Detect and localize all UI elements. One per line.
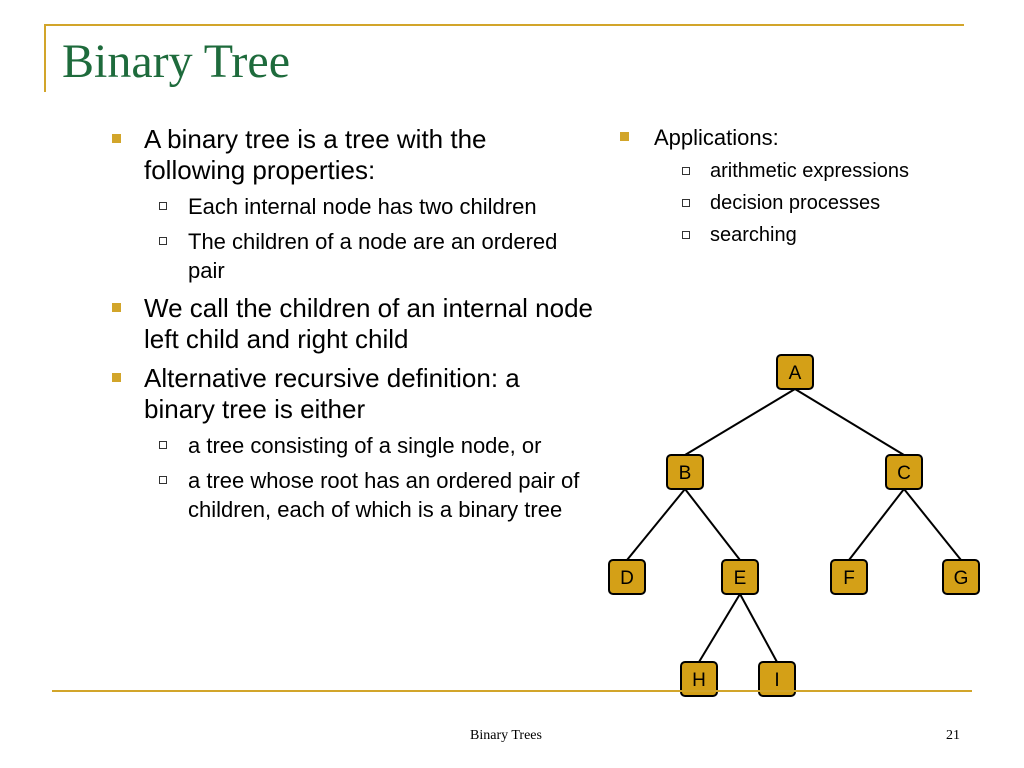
slide-title: Binary Tree [62,35,290,88]
footer-divider-line [52,690,972,692]
sub-bullet-text: The children of a node are an ordered pair [188,229,558,283]
sub-bullet-text: a tree whose root has an ordered pair of children, each of which is a binary tree [188,468,580,522]
bullet-text: Alternative recursive definition: a binary tree is either [144,363,520,424]
tree-node-label-b: B [678,463,692,484]
bullet-text: Applications: [654,125,779,150]
tree-edge-a-c [795,389,904,455]
tree-node-label-g: G [953,568,969,589]
tree-edge-a-b [685,389,795,455]
tree-node-label-e: E [733,568,747,589]
tree-node-label-i: I [774,670,780,691]
tree-edge-e-i [740,594,777,662]
tree-edge-c-f [849,489,904,560]
tree-node-label-d: D [620,568,634,589]
sub-bullet-text: a tree consisting of a single node, or [188,433,542,458]
sub-bullet-text: arithmetic expressions [710,160,909,182]
page-number: 21 [946,728,960,743]
tree-edge-e-h [699,594,740,662]
sub-bullet-text: searching [710,224,797,246]
tree-node-label-f: F [843,568,855,589]
tree-edge-b-e [685,489,740,560]
tree-node-label-a: A [788,363,802,384]
footer-title: Binary Trees [470,728,542,743]
sub-bullet-text: decision processes [710,192,881,214]
tree-edge-c-g [904,489,961,560]
bullet-text: We call the children of an internal node left child and right child [144,293,594,354]
tree-node-label-c: C [897,463,911,484]
tree-edge-b-d [627,489,685,560]
bullet-text: A binary tree is a tree with the following properties: [144,124,487,185]
sub-bullet-text: Each internal node has two children [188,194,537,219]
tree-node-label-h: H [692,670,706,691]
